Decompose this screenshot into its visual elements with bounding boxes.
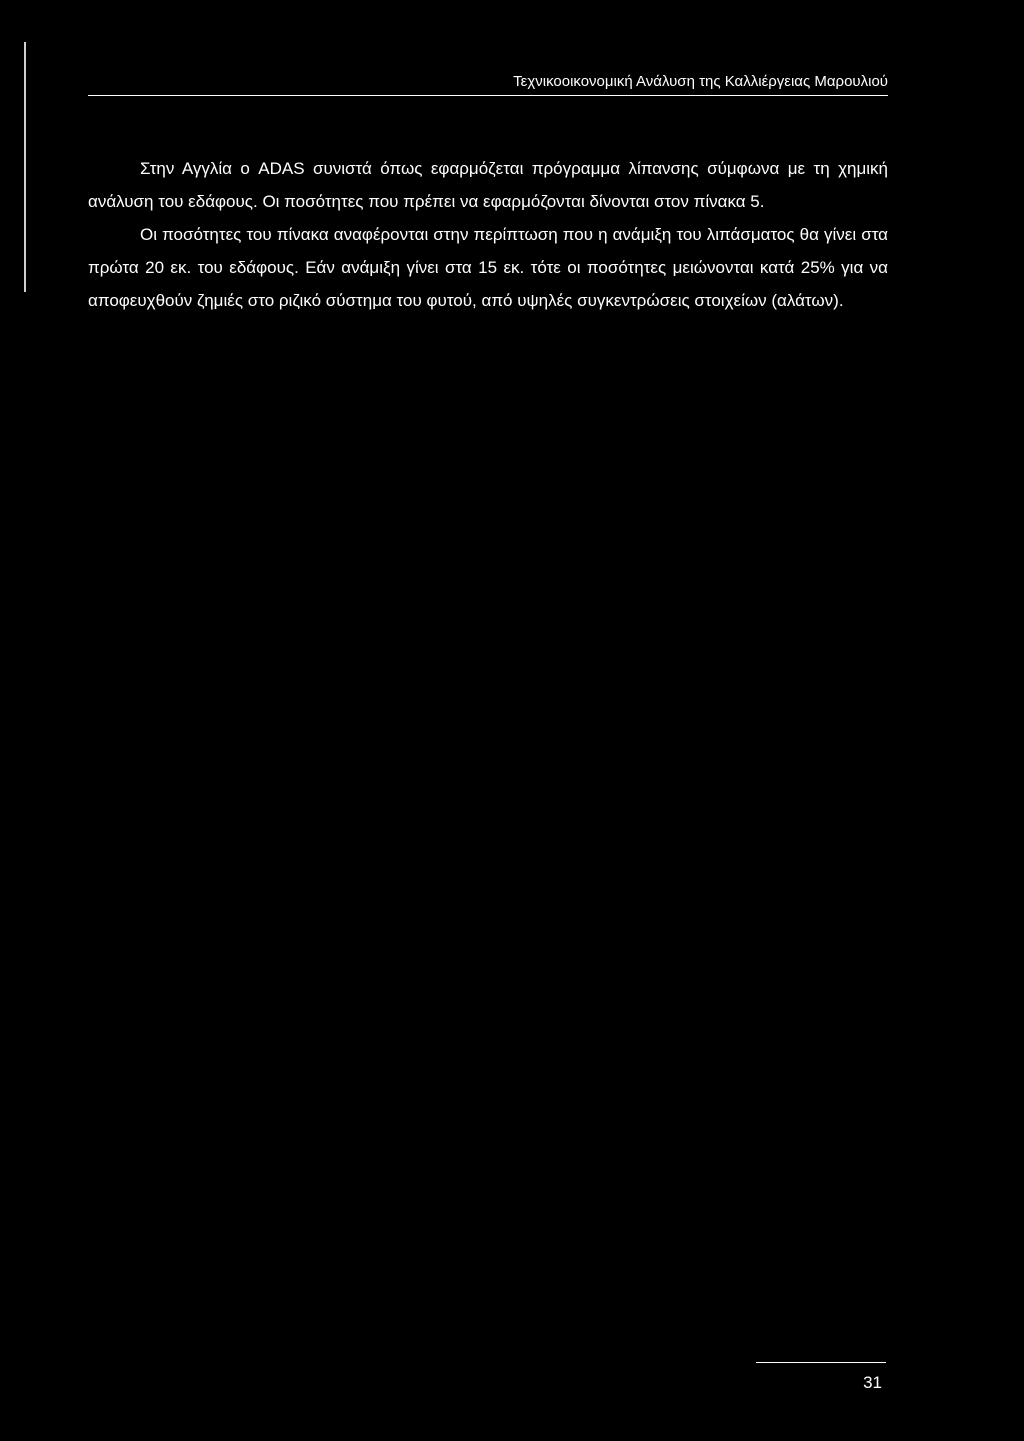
body-text xyxy=(88,152,888,317)
page-number: 31 xyxy=(863,1373,882,1392)
paragraph-1: Στην Αγγλία ο ADAS συνιστά όπως εφαρμόζεται πρόγραμμα λίπανσης σύμφωνα με τη χημική ανάλυση του εδάφους. Οι ποσότητες που πρέπει να εφαρμόζονται δίνονται στον πίνακα 5. xyxy=(88,159,888,211)
footer-rule xyxy=(756,1362,886,1363)
running-header: Τεχνικοοικονομική Ανάλυση της Καλλιέργειας Μαρουλιού xyxy=(513,73,888,90)
scan-edge-line xyxy=(24,42,26,292)
paragraph-2: Οι ποσότητες του πίνακα αναφέρονται στην περίπτωση που η ανάμιξη του λιπάσματος θα γίνει στα πρώτα 20 εκ. του εδάφους. Εάν ανάμιξη γίνει στα 15 εκ. τότε οι ποσότητες μειώνονται κατά 25% για να αποφευχθούν ζημιές στο ριζικό σύστημα του φυτού, από υψηλές συγκεντρώσεις στοιχείων (αλάτων). xyxy=(88,225,888,310)
header-rule xyxy=(88,95,888,96)
